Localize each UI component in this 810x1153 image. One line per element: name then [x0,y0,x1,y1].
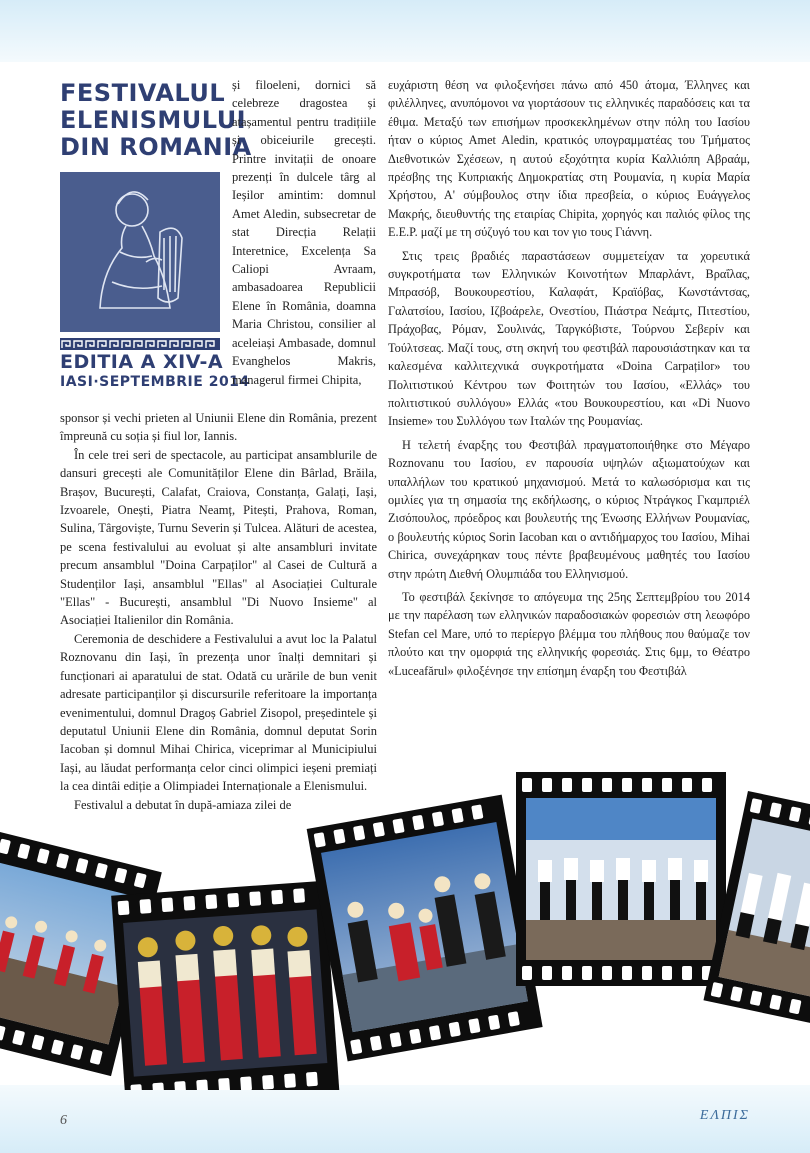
film-strip-photos [0,770,810,1090]
logo-line-3: DIN ROMANIA [60,133,252,161]
logo-line-2: ELENISMULUI [60,106,247,134]
paragraph: Στις τρεις βραδιές παραστάσεων συμμετείχαν τα χορευτικά συγκροτήματα των Ελληνικών Κοινοτήτων Μπαρλάντ, Βραΐλας, Μπρασόβ, Βουκουρεστίου, Καλαφάτ, Κραϊόβας, Κωνστάντσας, Γαλατσίου, Ιασίου, Ιζβοάρελε, Ονεστίου, Πιάστρα Νεάμτς, Πιτεστίου, Πράχοβας, Ρόμαν, Σουλινάς, Ταργκόβιστε, Τούρνου Σεβερίν και Τούλτσεας. Μαζί τους, στη σκηνή του φεστιβάλ παρουσιάστηκαν και τα καλεσμένα καλλιτεχνικά συγκροτήματα «Doina Carpaților» του Πολιτιστικού Κέντρου των Φοιτητών του Ιασίου, «Ελλάς» του πολιτιστικού συλλόγου» Ελλάς «του Βουκουρεστίου, και «Di Nuovo Insieme» του Συλλόγου των Ιταλών της Ρουμανίας. [388,248,750,429]
page-number: 6 [60,1113,67,1128]
left-column-wrap [232,76,376,389]
film-frame-4 [516,772,726,986]
logo-place-date: IASI·SEPTEMBRIE 2014 [60,374,250,390]
film-frame-2 [111,881,339,1090]
magazine-name: ΕΛΠΙΣ [699,1108,750,1123]
paragraph: Η τελετή έναρξης του Φεστιβάλ πραγματοποιήθηκε στο Μέγαρο Roznovanu του Ιασίου, εν παρουσία υψηλών αξιωματούχων και υπαλλήλων του κρατικού μηχανισμού. Μετά το καλωσόρισμα και τις ομιλίες για τη σημασία της εκδήλωσης, ο κύριος Ντράγκος Γκαμπριέλ Ζισόπουλος, πρόεδρος και βουλευτής της Ένωσης Ελλήνων Ρουμανίας, ο βουλευτής κύριος Sorin Iacoban και ο αντιδήμαρχος του Ιασίου, Mihai Chirica, συνεχάρηκαν τους πέντε βραβευμένους μαθητές του Ιασίου στην πρώτη Διεθνή Ολυμπιάδα του Ελληνισμού. [388,437,750,581]
greek-key-border [60,338,220,350]
paragraph: Festivalul a debutat în după-amiaza zilei de [74,797,292,812]
festival-logo [60,79,252,395]
paragraph: ευχάριστη θέση να φιλοξενήσει πάνω από 450 άτομα, Έλληνες και φιλέλληνες, ανυπόμονοι να γιορτάσουν τις ελληνικές παραδόσεις και τα έθιμα. Μεταξύ των επισήμων προσκεκλημένων στην πόλη του Ιασίου ήταν ο κύριος Amet Aledin, κρατικός υπογραμματέας του Τμήματος Διεθνοτικών Σχέσεων, η αυτού εξοχότητα κυρία Καλλιόπη Αβραάμ, πρέσβης της Κυπριακής Δημοκρατίας στη Ρουμανία, η κυρία Μαρία Χρήστου, Α' σύμβουλος στην ίδια πρεσβεία, ο κύριος Ευάγγελος Μακρής, διευθυντής της εταιρίας Chipita, χορηγός και παλιός φίλος της Ε.Ε.Ρ. μαζί με τη σύζυγό του και τον γιο τους Γιάννη. [388,78,750,240]
logo-line-1: FESTIVALUL [60,79,226,107]
lyre-player-illustration [60,172,220,332]
film-frame-3 [307,795,543,1062]
right-column [388,76,750,685]
lyre-player-icon [60,172,220,332]
paragraph: și filoeleni, dornici să celebreze dragostea și atașamentul pentru tradițiile și obiceiurile grecești. Printre invitații de onoare prezenți în dulcele târg al Ieșilor amintim: domnul Amet Aledin, subsecretar de stat Direcția Relații Interetnice, Excelența Sa Caliopi Avraam, ambasadoarea Republicii Elene în România, doamna Maria Christou, consilier al aceleiași Ambasade, domnul Evanghelos Makris, managerul firmei Chipita, [232,78,376,387]
left-column [60,409,377,814]
paragraph: sponsor și vechi prieten al Uniunii Elene din România, prezent împreună cu soția și fiul lor, Iannis. [60,411,377,444]
bottom-decorative-band [0,1085,810,1153]
logo-edition: EDITIA A XIV-A [60,351,224,373]
paragraph: Το φεστιβάλ ξεκίνησε το απόγευμα της 25ης Σεπτεμβρίου του 2014 με την παρέλαση των ελληνικών παραδοσιακών φορεσιών στη λεωφόρο Stefan cel Mare, υπό το περίεργο βλέμμα του πλήθους που θαύμαζε τον πλούτο και την ομορφιά της ελληνικής φορεσιάς. Στις 6μμ, το Θέατρο «Luceafărul» φιλοξένησε την επίσημη έναρξη του Φεστιβάλ [388,589,750,678]
paragraph: Ceremonia de deschidere a Festivalului a avut loc la Palatul Roznovanu din Iași, în prezența unor înalți demnitari și funcționari ai aparatului de stat. Odată cu urările de bun venit adresate participanților și discursurile referitoare la importanța evenimentului, domnul Dragoș Gabriel Zisopol, președintele și deputatul Uniunii Elene din România, domnul deputat Sorin Iacoban și domnul Mihai Chirica, viceprimar al Municipiului Iași, au lăudat performanța celor cinci olimpici ieșeni premiați la cea dintâi ediție a Olimpiadei Internaționale a Elenismului. [60,631,377,794]
top-decorative-band [0,0,810,62]
paragraph: În cele trei seri de spectacole, au participat ansamblurile de dansuri grecești ale Comunităților Elene din Bârlad, Brăila, Brașov, București, Calafat, Craiova, Constanța, Galați, Iași, Izvoarele, Onești, Piatra Neamț, Pitești, Prahova, Roman, Sulina, Târgoviște, Turnu Severin și Tulcea. Alături de acestea, pe scena festivalului au evoluat și alte ansambluri invitate precum ansamblul "Doina Carpaților" al Casei de Cultură a Studenților Iași, ansamblul "Ellas" al Asociației Culturale "Ellas" - București, ansamblul "Di Nuovo Insieme" al Asociației Italienilor din România. [60,447,377,628]
